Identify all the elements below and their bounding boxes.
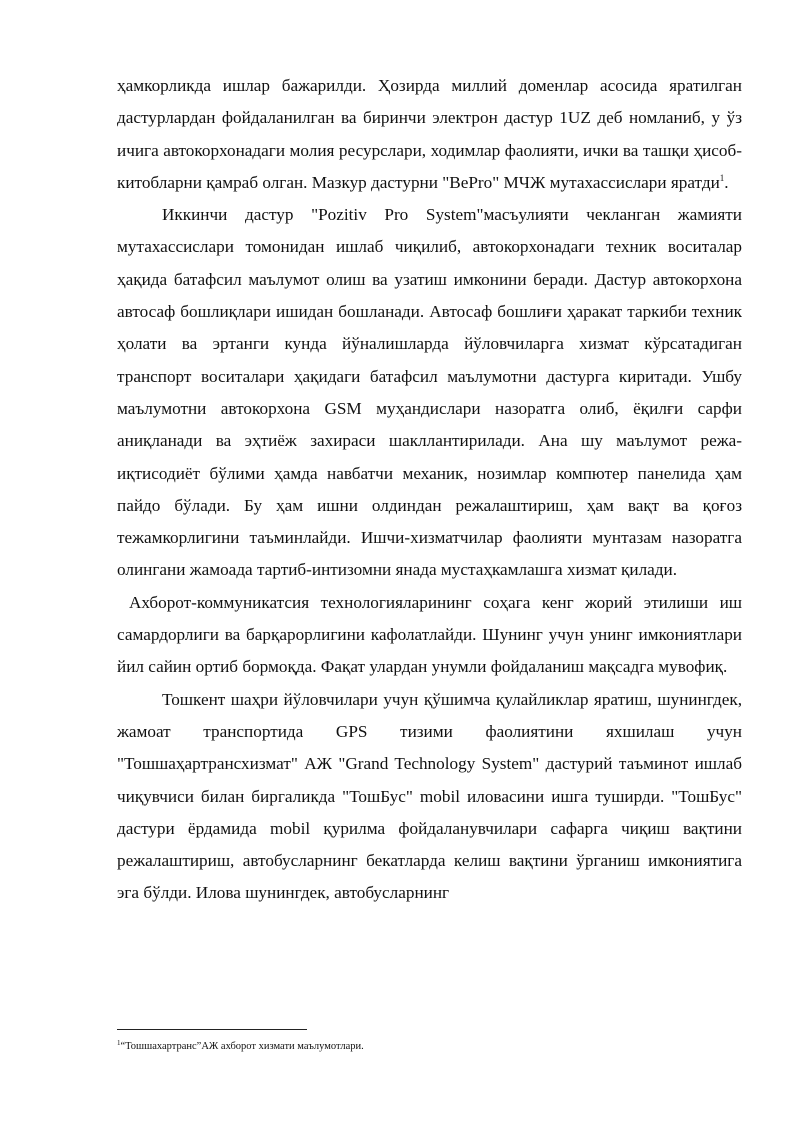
footnote-divider — [117, 1029, 307, 1030]
footnote-marker: 1 — [117, 1039, 121, 1047]
paragraph-2: Иккинчи дастур "Pozitiv Pro System"масъулияти чекланган жамияти мутахассислари томонидан ишлаб чиқилиб, автокорхонадаги техник воситалар ҳақида батафсил маълумот олиш ва узатиш имконини беради. Дастур автокорхона автосаф бошлиқлари ишидан бошланади. Автосаф бошлиғи ҳаракат таркиби техник ҳолати ва эртанги кунда йўналишларда йўловчиларга хизмат кўрсатадиган транспорт воситалари ҳақидаги батафсил маълумотни дастурга киритади. Ушбу маълумотни автокорхона GSM муҳандислари назоратга олиб, ёқилғи сарфи аниқланади ва эҳтиёж захираси шакллантирилади. Ана шу маълумот режа-иқтисодиёт бўлими ҳамда навбатчи механик, нозимлар компютер панелида ҳам пайдо бўлади. Бу ҳам ишни олдиндан режалаштириш, ҳам вақт ва қоғоз тежамкорлигини таъминлайди. Ишчи-хизматчилар фаолияти мунтазам назоратга олингани жамоада тартиб-интизомни янада мустаҳкамлашга хизмат қилади. — [117, 205, 742, 580]
paragraph-4: Тошкент шаҳри йўловчилари учун қўшимча қулайликлар яратиш, шунингдек, жамоат транспортида GPS тизими фаолиятини яхшилаш учун "Тошшаҳартрансхизмат" АЖ "Grand Technology System" дастурий таъминот ишлаб чиқувчиси билан биргаликда "ТошБус" mobil иловасини ишга туширди. "ТошБус" дастури ёрдамида mobil қурилма фойдаланувчилари сафарга чиқиш вақтини режалаштириш, автобусларнинг бекатларда келиш вақтини ўрганиш имкониятига эга бўлди. Илова шунингдек, автобусларнинг — [117, 689, 742, 903]
paragraph-3: Ахборот-коммуникатсия технологияларининг соҳага кенг жорий этилиши иш самардорлиги ва барқарорлигини кафолатлайди. Шунинг учун унинг имкониятлари йил сайин ортиб бормоқда. Фақат улардан унумли фойдаланиш мақсадга мувофиқ. — [117, 592, 742, 677]
paragraph-1-tail: . — [724, 172, 729, 192]
footnote — [117, 1040, 742, 1054]
body-text — [117, 70, 742, 910]
paragraph-1-text: ҳамкорликда ишлар бажарилди. Ҳозирда миллий доменлар асосида яратилган дастурлардан фойдаланилган ва биринчи электрон дастур 1UZ деб номланиб, у ўз ичига автокорхонадаги молия ресурслари, ходимлар фаолияти, ички ва ташқи ҳисоб-китобларни қамраб олган. Мазкур дастурни "BePro" МЧЖ мутахассислари яратди — [117, 76, 742, 192]
footnote-text: “Тошшахартранс”АЖ ахборот хизмати маълумотлари. — [120, 1041, 364, 1052]
footnote-reference[interactable]: 1 — [719, 172, 725, 183]
paragraph-1 — [117, 70, 742, 199]
